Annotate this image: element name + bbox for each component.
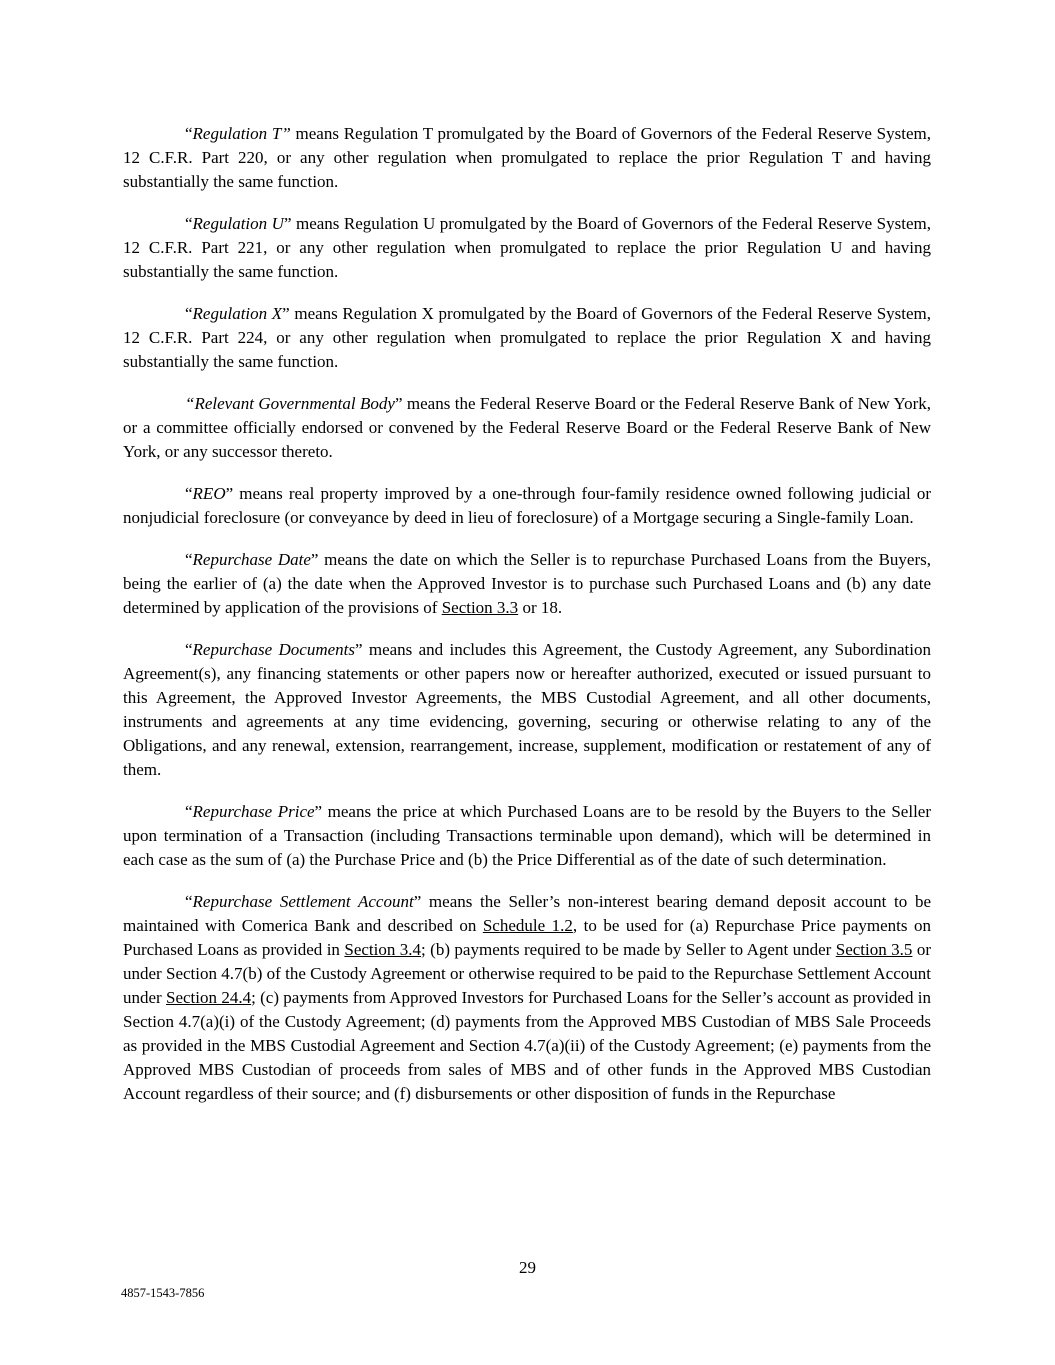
text-run: or 18.: [518, 598, 563, 617]
section-reference: Section 3.3: [441, 598, 519, 617]
section-reference: Schedule 1.2: [482, 916, 573, 935]
paragraph: [123, 392, 931, 464]
paragraph: [123, 800, 931, 872]
section-reference: Section 3.5: [835, 940, 913, 959]
defined-term: REO: [192, 484, 226, 503]
text-run: “: [185, 304, 193, 323]
paragraph: [123, 482, 931, 530]
section-reference: Section 24.4: [166, 988, 252, 1007]
text-run: “: [185, 124, 193, 143]
text-run: “: [185, 892, 193, 911]
text-run: or under Section 4.7(b) of the Custody Agreement or otherwise required to be paid to the Repurchase Settlement Account under: [123, 940, 931, 1007]
text-run: ” means and includes this Agreement, the Custody Agreement, any Subordination Agreement(s), any financing statements or other papers now or hereafter authorized, executed or issued pursuant to this Agreement, the Approved Investor Agreements, the MBS Custodial Agreement, and all other documents, instruments and agreements at any time evidencing, governing, securing or otherwise relating to any of the Obligations, and any renewal, extension, rearrangement, increase, supplement, modification or restatement of any of them.: [123, 640, 931, 779]
text-run: “: [185, 640, 193, 659]
text-run: ” means the Federal Reserve Board or the Federal Reserve Bank of New York, or a committee officially endorsed or convened by the Federal Reserve Board or the Federal Reserve Bank of New York, or any successor thereto.: [123, 394, 931, 461]
paragraph: [123, 122, 931, 194]
paragraph: [123, 890, 931, 1106]
text-run: “: [185, 802, 193, 821]
defined-term: Repurchase Documents: [192, 640, 355, 659]
defined-term: “Relevant Governmental Body: [185, 394, 395, 413]
defined-term: Repurchase Price: [192, 802, 315, 821]
paragraph: [123, 548, 931, 620]
text-run: ” means the Seller’s non-interest bearing demand deposit account to be maintained with Comerica Bank and described on: [123, 892, 932, 935]
text-run: “: [185, 550, 193, 569]
text-run: , to be used for (a) Repurchase Price payments on Purchased Loans as provided in: [123, 916, 932, 959]
text-run: ” means real property improved by a one-through four-family residence owned following judicial or nonjudicial foreclosure (or conveyance by deed in lieu of foreclosure) of a Mortgage securing a Single-family Loan.: [123, 484, 931, 527]
text-run: ; (b) payments required to be made by Seller to Agent under: [421, 940, 836, 959]
page-number: 29: [519, 1258, 536, 1277]
text-run: ” means Regulation X promulgated by the Board of Governors of the Federal Reserve System, 12 C.F.R. Part 224, or any other regulation when promulgated to replace the prior Regulation X and having substantially the same function.: [123, 304, 932, 371]
text-run: “: [185, 214, 193, 233]
defined-term: Repurchase Settlement Account: [192, 892, 414, 911]
defined-term: Repurchase Date: [192, 550, 311, 569]
text-run: ; (c) payments from Approved Investors for Purchased Loans for the Seller’s account as provided in Section 4.7(a)(i) of the Custody Agreement; (d) payments from the Approved MBS Custodian of MBS Sale Proceeds as provided in the MBS Custodial Agreement and Section 4.7(a)(ii) of the Custody Agreement; (e) payments from the Approved MBS Custodian of proceeds from sales of MBS and of other funds in the Approved MBS Custodian Account regardless of their source; and (f) disbursements or other disposition of funds in the Repurchase: [123, 988, 931, 1103]
defined-term: Regulation U: [192, 214, 284, 233]
document-id-footer: 4857-1543-7856: [121, 1286, 205, 1300]
paragraph: [123, 638, 931, 782]
text-run: ” means the price at which Purchased Loans are to be resold by the Buyers to the Seller upon termination of a Transaction (including Transactions terminable upon demand), which will be determined in each case as the sum of (a) the Purchase Price and (b) the Price Differential as of the date of such determination.: [123, 802, 932, 869]
text-run: ” means the date on which the Seller is to repurchase Purchased Loans from the Buyers, being the earlier of (a) the date when the Approved Investor is to purchase such Purchased Loans and (b) any date determined by application of the provisions of: [123, 550, 931, 617]
section-reference: Section 3.4: [344, 940, 422, 959]
defined-term: Regulation T”: [192, 124, 291, 143]
text-run: means Regulation T promulgated by the Board of Governors of the Federal Reserve System, 12 C.F.R. Part 220, or any other regulation when promulgated to replace the prior Regulation T and having substantially the same function.: [123, 124, 931, 191]
defined-term: Regulation X: [192, 304, 283, 323]
paragraph: [123, 212, 931, 284]
text-run: ” means Regulation U promulgated by the Board of Governors of the Federal Reserve System, 12 C.F.R. Part 221, or any other regulation when promulgated to replace the prior Regulation U and having substantially the same function.: [123, 214, 931, 281]
text-run: “: [185, 484, 193, 503]
paragraph: [123, 302, 931, 374]
document-body: [123, 122, 931, 1124]
